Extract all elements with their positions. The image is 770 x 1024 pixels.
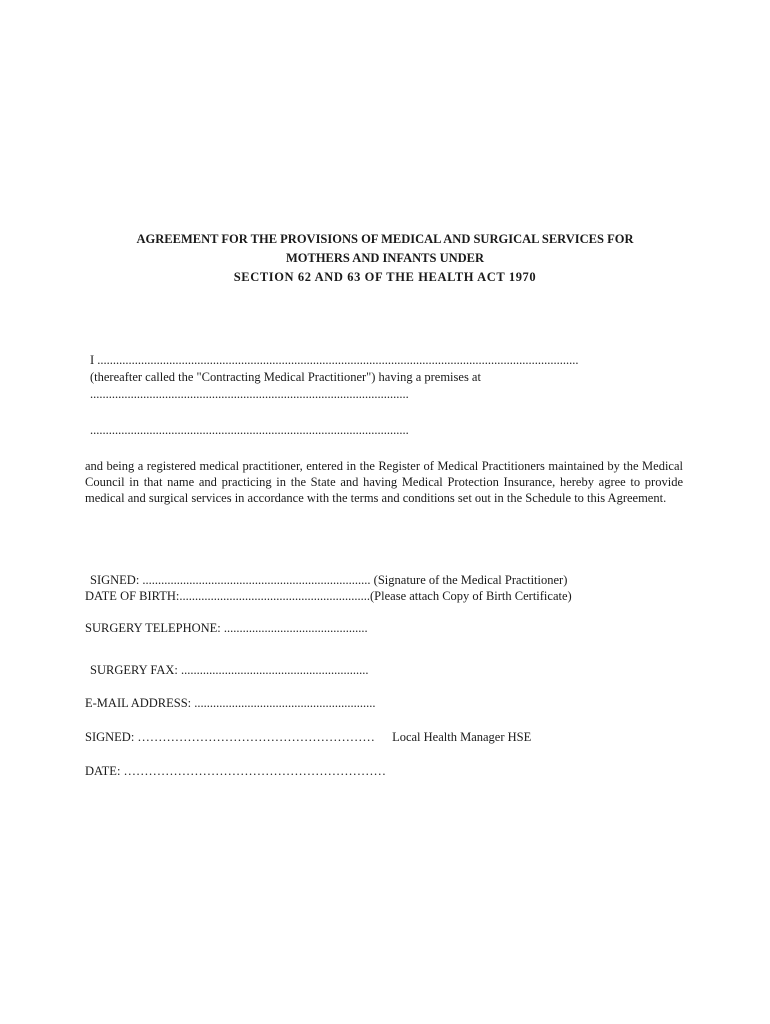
practitioner-name-line: I ..........................................................................................................................................................: [90, 353, 579, 367]
premises-address-line-2: ......................................................................................................: [90, 423, 409, 437]
surgery-fax-line: SURGERY FAX: ............................................................: [90, 663, 369, 677]
surgery-telephone-line: SURGERY TELEPHONE: ..............................................: [85, 621, 368, 635]
date-line: DATE: ………………………………………………………: [85, 764, 387, 778]
premises-address-line-1: ......................................................................................................: [90, 387, 409, 401]
practitioner-intro: [90, 352, 690, 439]
date-of-birth-line: DATE OF BIRTH:.............................................................(Please attach Copy of Birth Certificate): [85, 589, 572, 603]
signed-manager-dots: SIGNED: …………………………………………………: [85, 730, 375, 744]
title-line-1: AGREEMENT FOR THE PROVISIONS OF MEDICAL AND SURGICAL SERVICES FOR: [136, 232, 634, 246]
agreement-title: [0, 230, 770, 287]
email-address-line: E-MAIL ADDRESS: ..........................................................: [85, 696, 376, 710]
title-line-3: SECTION 62 AND 63 OF THE HEALTH ACT 1970: [233, 270, 537, 284]
local-health-manager-label: Local Health Manager HSE: [392, 730, 532, 744]
title-line-2: MOTHERS AND INFANTS UNDER: [285, 251, 485, 265]
signed-practitioner-line: SIGNED: ......................................................................... (Signature of the Medical Practitioner): [90, 573, 568, 587]
signed-manager-line: [85, 729, 531, 745]
agreement-body-paragraph: and being a registered medical practitioner, entered in the Register of Medical Practitioners maintained by the Medical Council in that name and practicing in the State and having Medical Protection Insurance, hereby agree to provide medical and surgical services in accordance with the terms and conditions set out in the Schedule to this Agreement.: [85, 459, 683, 505]
contracting-practitioner-line: (thereafter called the "Contracting Medical Practitioner") having a premises at: [90, 370, 481, 384]
